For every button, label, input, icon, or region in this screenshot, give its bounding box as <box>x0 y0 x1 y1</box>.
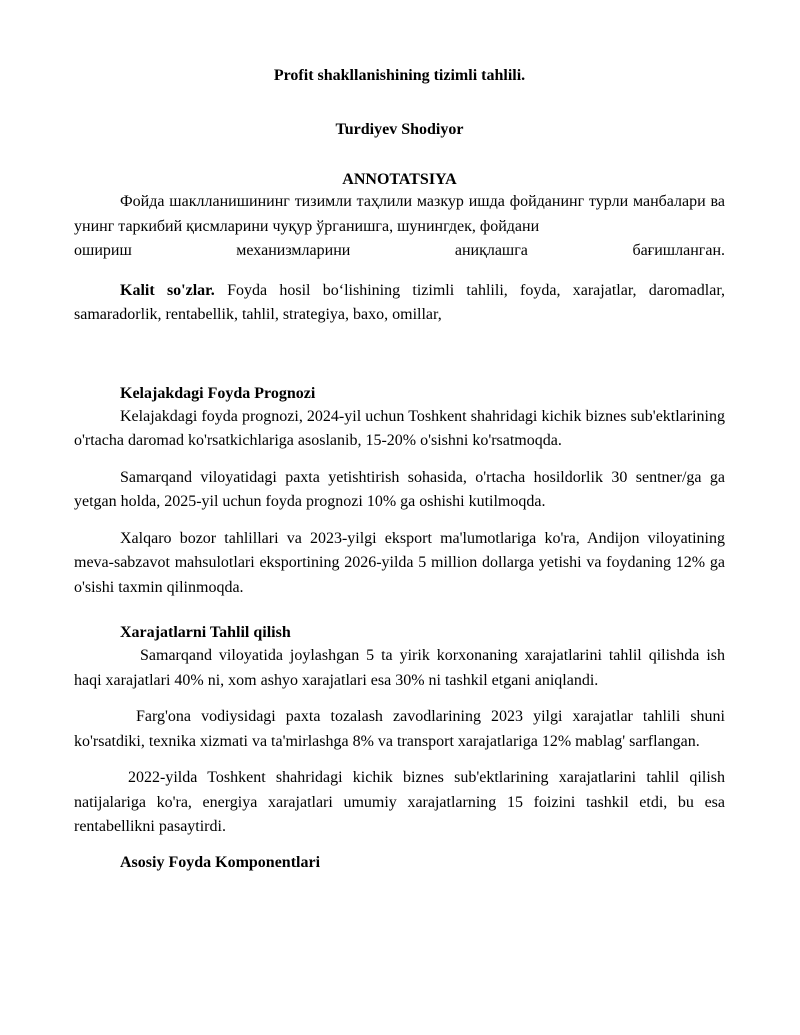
document-page <box>74 0 725 874</box>
forecast-paragraph-3: Xalqaro bozor tahlillari va 2023-yilgi eksport ma'lumotlariga ko'ra, Andijon viloyatining meva-sabzavot mahsulotlari eksportining 2026-yilda 5 million dollarga yetishi va foydaning 12% ga o'sishi taxmin qilinmoqda. <box>74 529 725 596</box>
annotation-heading: ANNOTATSIYA <box>342 171 457 188</box>
section-heading-costs: Xarajatlarni Tahlil qilish <box>120 624 291 641</box>
section-heading-components: Asosiy Foyda Komponentlari <box>120 853 321 871</box>
forecast-paragraph-1: Kelajakdagi foyda prognozi, 2024-yil uchun Toshkent shahridagi kichik biznes sub'ektlarining o'rtacha daromad ko'rsatkichlariga asoslanib, 15-20% o'sishni ko'rsatmoqda. <box>74 407 725 449</box>
author-name: Turdiyev Shodiyor <box>335 121 464 138</box>
section-heading-forecast: Kelajakdagi Foyda Prognozi <box>120 384 316 402</box>
forecast-paragraph-2: Samarqand viloyatidagi paxta yetishtirish sohasida, o'rtacha hosildorlik 30 sentner/ga ga yetgan holda, 2025-yil uchun foyda prognozi 10% ga oshishi kutilmoqda. <box>74 468 725 510</box>
keywords-text: Foyda hosil boʻlishining tizimli tahlili, foyda, xarajatlar, daromadlar, samaradorlik, rentabellik, tahlil, strategiya, baxo, omillar, <box>74 281 725 323</box>
costs-paragraph-3: 2022-yilda Toshkent shahridagi kichik biznes sub'ektlarining xarajatlarini tahlil qilish natijalariga ko'ra, energiya xarajatlari umumiy xarajatlarning 15 foizini tashkil etdi, bu esa rentabellikni pasaytirdi. <box>74 769 725 835</box>
paper-title: Profit shakllanishining tizimli tahlili. <box>273 67 526 84</box>
costs-paragraph-2: Farg'ona vodiysidagi paxta tozalash zavodlarining 2023 yilgi xarajatlar tahlili shuni ko'rsatdiki, texnika xizmati va ta'mirlashga 8% va transport xarajatlariga 12% mablag' sarflangan. <box>74 708 725 750</box>
keywords-paragraph <box>74 279 725 328</box>
annotation-text <box>74 190 725 264</box>
annotation-text-last: ошириш механизмларини аниқлашга бағишланган. <box>74 242 725 259</box>
costs-paragraph-1: Samarqand viloyatida joylashgan 5 ta yirik korxonaning xarajatlarini tahlil qilishda ish haqi xarajatlari 40% ni, xom ashyo xarajatlari esa 30% ni tashkil etgani aniqlandi. <box>74 647 725 689</box>
annotation-text-main: Фойда шаклланишининг тизимли таҳлили мазкур ишда фойданинг турли манбалари ва унинг таркибий қисмларини чуқур ўрганишга, шунингдек, фойдани <box>74 193 725 235</box>
keywords-label: Kalit so'zlar. <box>120 281 215 299</box>
